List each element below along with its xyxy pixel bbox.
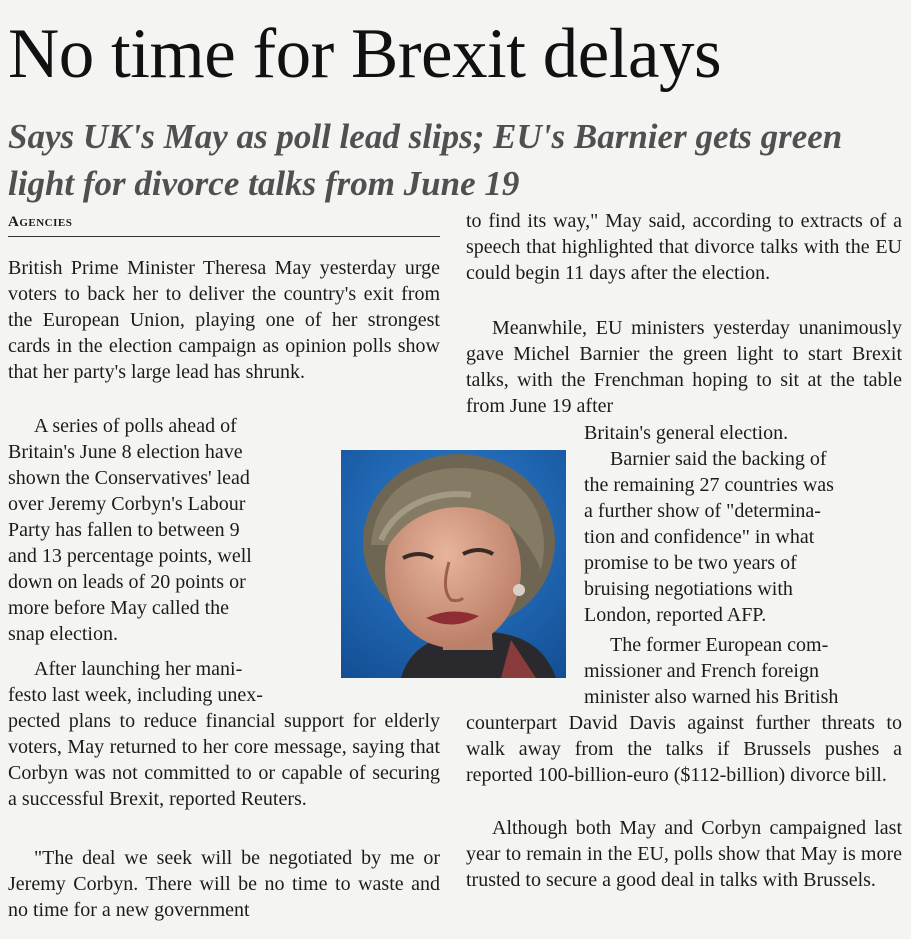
right-paragraph-1: to find its way," May said, according to extracts of a speech that highlighted that divorce talks with the EU could begin 11 days after the election. xyxy=(466,210,902,284)
line: London, reported AFP. xyxy=(584,604,767,626)
line: minister also warned his British xyxy=(584,686,839,708)
line: Barnier said the backing of xyxy=(610,448,827,470)
subheadline: Says UK's May as poll lead slips; EU's Barnier gets green light for divorce talks from June 19 xyxy=(8,117,843,203)
line: more before May called the xyxy=(8,597,230,619)
right-paragraph-4-rest: counterpart David Davis against further threats to walk away from the talks if Brussels pushes a reported 100-billion-euro ($112-billion) divorce bill. xyxy=(466,712,902,786)
right-paragraph-5: Although both May and Corbyn campaigned last year to remain in the EU, polls show that May is more trusted to secure a good deal in talks with Brussels. xyxy=(466,817,902,891)
line: Party has fallen to between 9 xyxy=(8,519,240,541)
left-paragraph-2 xyxy=(8,413,326,647)
line: over Jeremy Corbyn's Labour xyxy=(8,493,246,515)
line: tion and confidence" in what xyxy=(584,526,815,548)
line: The former European com- xyxy=(610,634,829,656)
left-paragraph-3-start xyxy=(8,656,334,708)
line: Britain's June 8 election have xyxy=(8,441,243,463)
line: snap election. xyxy=(8,623,118,645)
portrait-photo xyxy=(341,450,566,678)
line: A series of polls ahead of xyxy=(34,415,237,437)
portrait-illustration xyxy=(341,450,566,678)
left-paragraph-1: British Prime Minister Theresa May yesterday urge voters to back her to deliver the country's exit from the European Union, playing one of her strongest cards in the election campaign as opinion polls show that her party's large lead has shrunk. xyxy=(8,257,440,383)
line: a further show of "determina- xyxy=(584,500,821,522)
right-paragraph-4-start xyxy=(584,632,902,710)
line: and 13 percentage points, well xyxy=(8,545,252,567)
line: After launching her mani- xyxy=(34,658,243,680)
byline: Agencies xyxy=(8,210,440,237)
headline: No time for Brexit delays xyxy=(8,15,722,93)
left-paragraph-3-rest: pected plans to reduce financial support for elderly voters, May returned to her core message, saying that Corbyn was not committed to or capable of securing a successful Brexit, reported Reuters. xyxy=(8,710,440,810)
line: bruising negotiations with xyxy=(584,578,793,600)
line: shown the Conservatives' lead xyxy=(8,467,250,489)
right-paragraph-3 xyxy=(584,446,902,628)
right-paragraph-2-end: Britain's general election. xyxy=(584,422,789,444)
right-paragraph-2: Meanwhile, EU ministers yesterday unanimously gave Michel Barnier the green light to start Brexit talks, with the Frenchman hoping to sit at the table from June 19 after xyxy=(466,317,902,417)
left-paragraph-4: "The deal we seek will be negotiated by me or Jeremy Corbyn. There will be no time to waste and no time for a new government xyxy=(8,847,440,921)
line: the remaining 27 countries was xyxy=(584,474,834,496)
line: festo last week, including unex- xyxy=(8,684,263,706)
line: missioner and French foreign xyxy=(584,660,819,682)
line: down on leads of 20 points or xyxy=(8,571,246,593)
line: promise to be two years of xyxy=(584,552,797,574)
